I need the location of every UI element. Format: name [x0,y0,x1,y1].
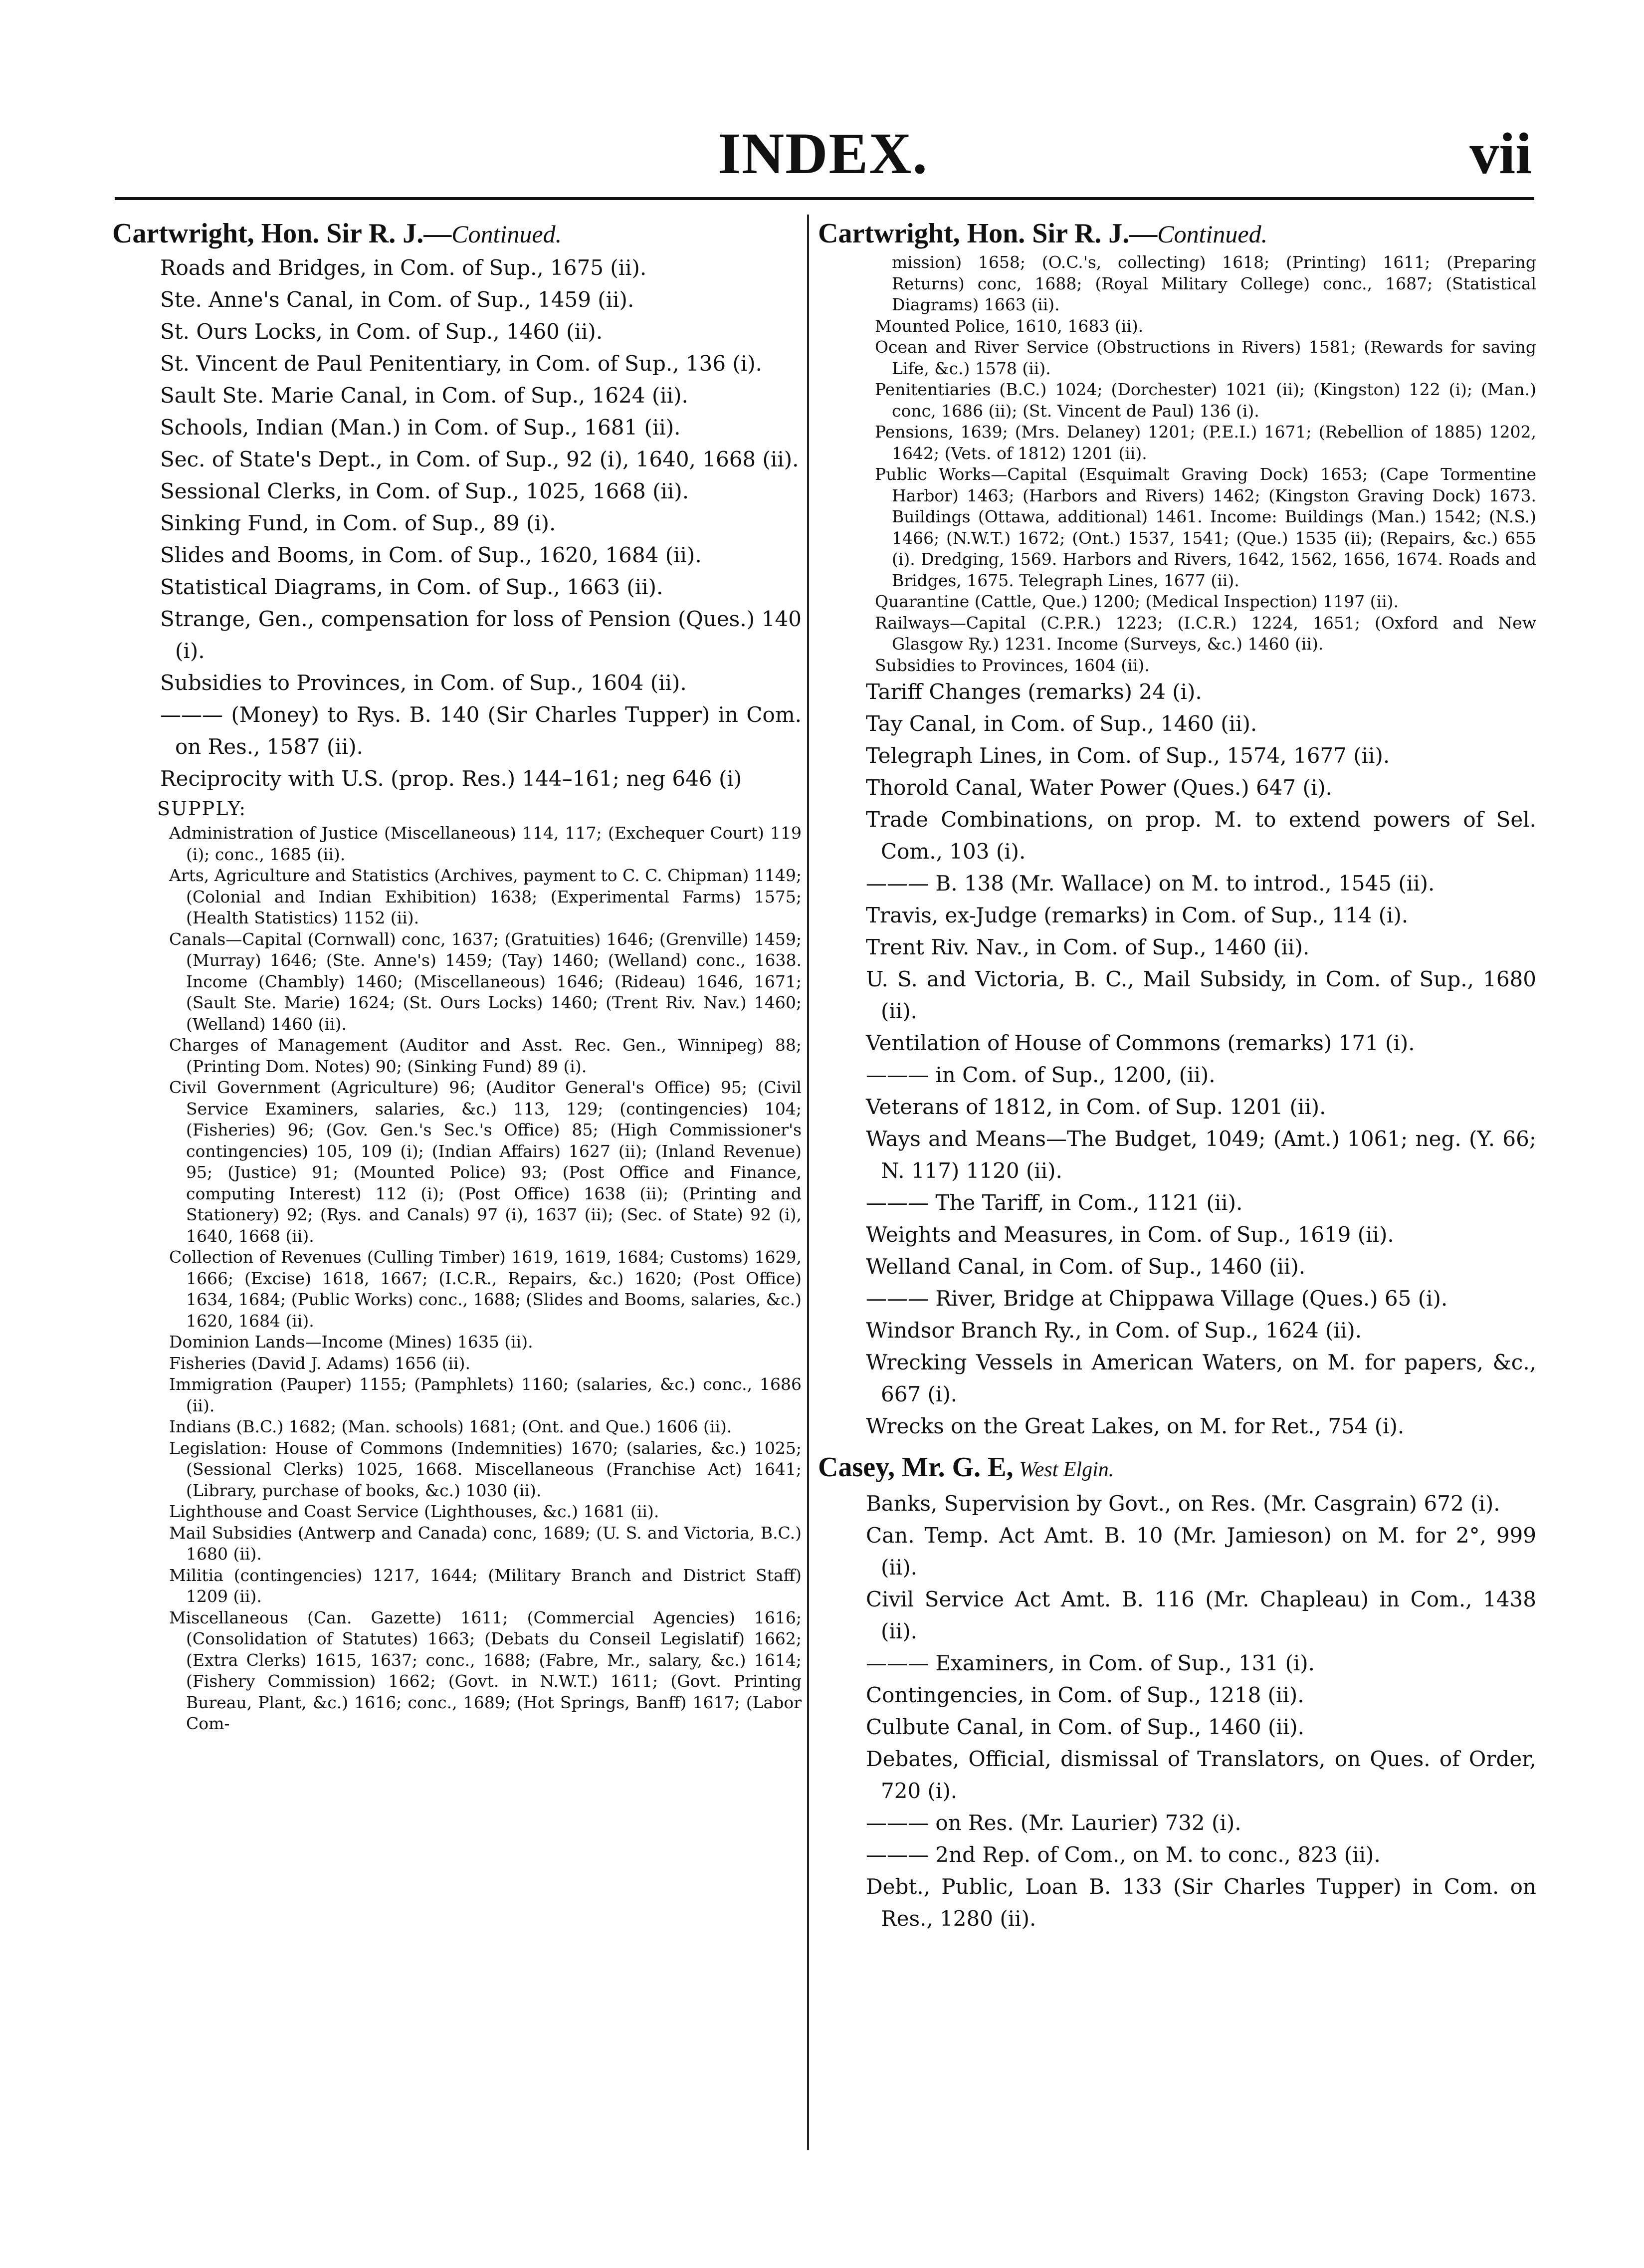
right-column [818,216,1536,1935]
left-supply-list [112,823,802,1735]
index-entry: ——— The Tariff, in Com., 1121 (ii). [866,1190,1243,1215]
index-entry: Legislation: House of Commons (Indemnities) 1670; (salaries, &c.) 1025; (Sessional Clerks) 1025, 1668. Miscellaneous (Franchise Act) 1641; (Library, purchase of books, &c.) 1030 (ii). [169,1438,802,1500]
left-column [112,216,802,1735]
index-entry: Ways and Means—The Budget, 1049; (Amt.) 1061; neg. (Y. 66; N. 117) 1120 (ii). [866,1127,1536,1183]
index-entry: Wrecks on the Great Lakes, on M. for Ret., 754 (i). [866,1414,1405,1438]
index-entry: Wrecking Vessels in American Waters, on M. for papers, &c., 667 (i). [866,1350,1536,1406]
index-entry: Quarantine (Cattle, Que.) 1200; (Medical Inspection) 1197 (ii). [875,592,1399,611]
index-entry: Sec. of State's Dept., in Com. of Sup., 92 (i), 1640, 1668 (ii). [160,447,799,471]
index-entry: ——— (Money) to Rys. B. 140 (Sir Charles Tupper) in Com. on Res., 1587 (ii). [160,702,802,759]
index-entry: Public Works—Capital (Esquimalt Graving Dock) 1653; (Cape Tormentine Harbor) 1463; (Harbors and Rivers) 1462; (Kingston Graving Dock) 1673. Buildings (Ottawa, additional) 1461. Income: Buildings (Man.) 1542; (N.S.) 1466; (N.W.T.) 1672; (Ont.) 1537, 1541; (Que.) 1535 (ii); (Repairs, &c.) 655 (i). Dredging, 1569. Harbors and Rivers, 1642, 1562, 1656, 1674. Roads and Bridges, 1675. Telegraph Lines, 1677 (ii). [875,464,1536,590]
index-entry: Windsor Branch Ry., in Com. of Sup., 1624 (ii). [866,1318,1362,1343]
index-entry: Trade Combinations, on prop. M. to extend powers of Sel. Com., 103 (i). [866,807,1536,864]
index-entry: ——— in Com. of Sup., 1200, (ii). [866,1063,1216,1087]
index-entry: Miscellaneous (Can. Gazette) 1611; (Commercial Agencies) 1616; (Consolidation of Statutes) 1663; (Debats du Conseil Legislatif) 1662; (Extra Clerks) 1615, 1637; conc., 1688; (Fabre, Mr., salary, &c.) 1614; (Fishery Commission) 1662; (Govt. in N.W.T.) 1611; (Govt. Printing Bureau, Plant, &c.) 1616; conc., 1689; (Hot Springs, Banff) 1617; (Labor Com- [169,1607,802,1733]
index-entry: Indians (B.C.) 1682; (Man. schools) 1681; (Ont. and Que.) 1606 (ii). [169,1417,732,1436]
page-number: vii [1469,121,1532,186]
index-entry: Contingencies, in Com. of Sup., 1218 (ii). [866,1683,1304,1707]
index-entry: Debt., Public, Loan B. 133 (Sir Charles Tupper) in Com. on Res., 1280 (ii). [866,1874,1536,1931]
index-entry: Ste. Anne's Canal, in Com. of Sup., 1459 (ii). [160,287,634,312]
index-entry: Railways—Capital (C.P.R.) 1223; (I.C.R.) 1224, 1651; (Oxford and New Glasgow Ry.) 1231. Income (Surveys, &c.) 1460 (ii). [875,613,1536,654]
index-entry: Veterans of 1812, in Com. of Sup. 1201 (ii). [866,1095,1326,1119]
index-entry: St. Vincent de Paul Penitentiary, in Com. of Sup., 136 (i). [160,351,762,376]
index-entry: Sessional Clerks, in Com. of Sup., 1025, 1668 (ii). [160,479,689,503]
index-entry: Sault Ste. Marie Canal, in Com. of Sup., 1624 (ii). [160,383,688,408]
index-entry: Arts, Agriculture and Statistics (Archives, payment to C. C. Chipman) 1149; (Colonial and Indian Exhibition) 1638; (Experimental Farms) 1575; (Health Statistics) 1152 (ii). [169,866,802,927]
index-entry: Mail Subsidies (Antwerp and Canada) conc, 1689; (U. S. and Victoria, B.C.) 1680 (ii). [169,1523,802,1564]
index-entry: Dominion Lands—Income (Mines) 1635 (ii). [169,1332,533,1352]
index-entry: mission) 1658; (O.C.'s, collecting) 1618; (Printing) 1611; (Preparing Returns) conc, 1688; (Royal Military College) conc., 1687; (Statistical Diagrams) 1663 (ii). [892,252,1536,314]
index-entry: Weights and Measures, in Com. of Sup., 1619 (ii). [866,1222,1394,1247]
index-entry: ——— on Res. (Mr. Laurier) 732 (i). [866,1811,1241,1835]
index-entry: Travis, ex-Judge (remarks) in Com. of Sup., 114 (i). [866,903,1409,927]
index-entry: Statistical Diagrams, in Com. of Sup., 1663 (ii). [160,575,663,599]
index-entry: Charges of Management (Auditor and Asst. Rec. Gen., Winnipeg) 88; (Printing Dom. Notes) 90; (Sinking Fund) 89 (i). [169,1035,802,1076]
index-entry: ——— B. 138 (Mr. Wallace) on M. to introd., 1545 (ii). [866,871,1435,896]
index-entry: Reciprocity with U.S. (prop. Res.) 144–161; neg 646 (i) [160,766,742,791]
right-entries-list [818,676,1536,1442]
index-entry: Welland Canal, in Com. of Sup., 1460 (ii). [866,1254,1306,1279]
index-entry: Culbute Canal, in Com. of Sup., 1460 (ii). [866,1715,1304,1739]
index-entry: St. Ours Locks, in Com. of Sup., 1460 (ii). [160,319,603,344]
index-entry: U. S. and Victoria, B. C., Mail Subsidy, in Com. of Sup., 1680 (ii). [866,967,1536,1023]
index-entry: Mounted Police, 1610, 1683 (ii). [875,316,1144,336]
right-entries2-list [818,1488,1536,1935]
index-entry: Militia (contingencies) 1217, 1644; (Military Branch and District Staff) 1209 (ii). [169,1565,802,1606]
index-entry: Trent Riv. Nav., in Com. of Sup., 1460 (ii). [866,935,1310,959]
index-entry: Tay Canal, in Com. of Sup., 1460 (ii). [866,711,1257,736]
index-entry: Civil Service Act Amt. B. 116 (Mr. Chapleau) in Com., 1438 (ii). [866,1587,1536,1643]
index-entry: Thorold Canal, Water Power (Ques.) 647 (i). [866,775,1333,800]
index-entry: Canals—Capital (Cornwall) conc, 1637; (Gratuities) 1646; (Grenville) 1459; (Murray) 1646; (Ste. Anne's) 1459; (Tay) 1460; (Welland) conc., 1638. Income (Chambly) 1460; (Miscellaneous) 1646; (Rideau) 1646, 1671; (Sault Ste. Marie) 1624; (St. Ours Locks) 1460; (Trent Riv. Nav.) 1460; (Welland) 1460 (ii). [169,929,802,1034]
index-entry: Sinking Fund, in Com. of Sup., 89 (i). [160,511,556,535]
index-entry: Civil Government (Agriculture) 96; (Auditor General's Office) 95; (Civil Service Examiners, salaries, &c.) 113, 129; (contingencies) 104; (Fisheries) 96; (Gov. Gen.'s Sec.'s Office) 85; (High Commissioner's contingencies) 105, 109 (i); (Indian Affairs) 1627 (ii); (Inland Revenue) 95; (Justice) 91; (Mounted Police) 93; (Post Office and Finance, computing Interest) 112 (i); (Post Office) 1638 (ii); (Printing and Stationery) 92; (Rys. and Canals) 97 (i), 1637 (ii); (Sec. of State) 92 (i), 1640, 1668 (ii). [169,1078,802,1246]
index-entry: Schools, Indian (Man.) in Com. of Sup., 1681 (ii). [160,415,681,440]
index-entry: Lighthouse and Coast Service (Lighthouses, &c.) 1681 (ii). [169,1502,659,1521]
header-rule [115,197,1534,200]
index-entry: Ventilation of House of Commons (remarks) 171 (i). [866,1031,1415,1055]
index-entry: ——— Examiners, in Com. of Sup., 131 (i). [866,1651,1315,1675]
index-entry: Slides and Booms, in Com. of Sup., 1620, 1684 (ii). [160,543,702,567]
index-entry: Administration of Justice (Miscellaneous) 114, 117; (Exchequer Court) 119 (i); conc., 1685 (ii). [169,823,802,864]
left-entries-list [112,252,802,795]
index-entry: Roads and Bridges, in Com. of Sup., 1675 (ii). [160,255,647,280]
index-entry: Subsidies to Provinces, in Com. of Sup., 1604 (ii). [160,671,687,695]
index-entry: Telegraph Lines, in Com. of Sup., 1574, 1677 (ii). [866,743,1390,768]
page-title: INDEX. [718,121,928,186]
supply-label: SUPPLY: [157,798,247,820]
index-heading: Cartwright, Hon. Sir R. J.—Continued. [112,218,562,249]
index-entry: Banks, Supervision by Govt., on Res. (Mr. Casgrain) 672 (i). [866,1491,1500,1516]
right-supply-list [818,252,1536,676]
index-entry: Strange, Gen., compensation for loss of Pension (Ques.) 140 (i). [160,607,802,663]
index-entry: Immigration (Pauper) 1155; (Pamphlets) 1160; (salaries, &c.) conc., 1686 (ii). [169,1374,802,1415]
index-entry: Ocean and River Service (Obstructions in Rivers) 1581; (Rewards for saving Life, &c.) 1578 (ii). [875,337,1536,378]
index-entry: Subsidies to Provinces, 1604 (ii). [875,655,1150,675]
index-entry: Fisheries (David J. Adams) 1656 (ii). [169,1353,470,1373]
index-heading-continued: Cartwright, Hon. Sir R. J.—Continued. [818,218,1268,249]
index-entry: Pensions, 1639; (Mrs. Delaney) 1201; (P.E.I.) 1671; (Rebellion of 1885) 1202, 1642; (Vets. of 1812) 1201 (ii). [875,422,1536,463]
index-heading-casey: Casey, Mr. G. E, West Elgin. [818,1452,1114,1483]
index-entry: ——— River, Bridge at Chippawa Village (Ques.) 65 (i). [866,1286,1448,1311]
index-entry: Penitentiaries (B.C.) 1024; (Dorchester) 1021 (ii); (Kingston) 122 (i); (Man.) conc, 1686 (ii); (St. Vincent de Paul) 136 (i). [875,380,1536,421]
index-entry: Debates, Official, dismissal of Translators, on Ques. of Order, 720 (i). [866,1747,1536,1803]
index-entry: Collection of Revenues (Culling Timber) 1619, 1619, 1684; Customs) 1629, 1666; (Excise) 1618, 1667; (I.C.R., Repairs, &c.) 1620; (Post Office) 1634, 1684; (Public Works) conc., 1688; (Slides and Booms, salaries, &c.) 1620, 1684 (ii). [169,1247,802,1331]
index-entry: Tariff Changes (remarks) 24 (i). [866,680,1202,704]
index-entry: Can. Temp. Act Amt. B. 10 (Mr. Jamieson) on M. for 2°, 999 (ii). [866,1523,1536,1580]
column-divider [807,215,809,2150]
index-entry: ——— 2nd Rep. of Com., on M. to conc., 823 (ii). [866,1842,1381,1867]
